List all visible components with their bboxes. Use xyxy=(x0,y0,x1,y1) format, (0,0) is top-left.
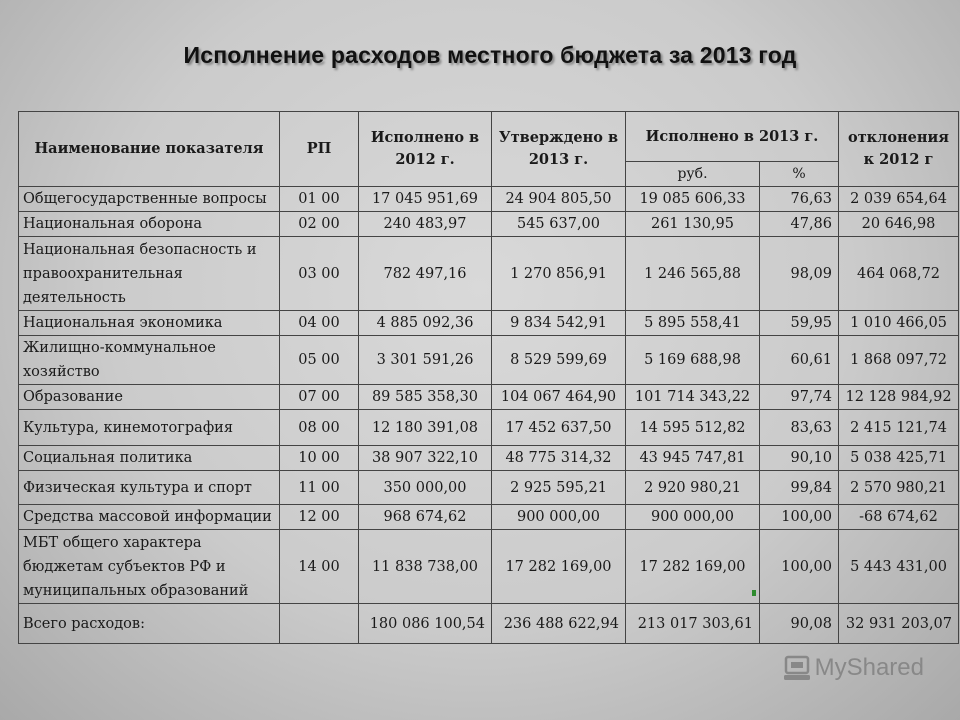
row-executed-2013-rub: 43 945 747,81 xyxy=(626,446,760,471)
row-rp: 10 00 xyxy=(280,446,359,471)
row-executed-2013-rub: 1 246 565,88 xyxy=(626,237,760,311)
table-row xyxy=(19,505,959,530)
watermark-text: MyShared xyxy=(814,654,924,681)
row-executed-2013-pct: 47,86 xyxy=(760,212,839,237)
table-header-row xyxy=(19,112,959,162)
row-executed-2012: 3 301 591,26 xyxy=(359,336,492,385)
row-executed-2013-rub: 900 000,00 xyxy=(626,505,760,530)
budget-table xyxy=(18,111,959,644)
row-executed-2013-pct: 100,00 xyxy=(760,505,839,530)
row-executed-2012: 240 483,97 xyxy=(359,212,492,237)
table-row xyxy=(19,212,959,237)
header-deviation: отклонения к 2012 г xyxy=(839,112,959,187)
header-name: Наименование показателя xyxy=(19,112,280,187)
row-name: МБТ общего характера бюджетам субъектов РФ и муниципальных образований xyxy=(19,530,280,604)
page-title xyxy=(0,42,960,69)
row-approved-2013: 545 637,00 xyxy=(492,212,626,237)
total-executed-2013-pct: 90,08 xyxy=(760,604,839,644)
table-row xyxy=(19,385,959,410)
total-name: Всего расходов: xyxy=(19,604,280,644)
row-executed-2013-pct: 100,00 xyxy=(760,530,839,604)
row-executed-2012: 12 180 391,08 xyxy=(359,410,492,446)
row-executed-2012: 38 907 322,10 xyxy=(359,446,492,471)
row-executed-2013-pct: 83,63 xyxy=(760,410,839,446)
header-executed-2013: Исполнено в 2013 г. xyxy=(626,112,839,162)
total-executed-2012: 180 086 100,54 xyxy=(359,604,492,644)
table-row xyxy=(19,471,959,505)
row-deviation: 2 570 980,21 xyxy=(839,471,959,505)
row-approved-2013: 48 775 314,32 xyxy=(492,446,626,471)
row-executed-2013-rub: 5 895 558,41 xyxy=(626,311,760,336)
row-rp: 05 00 xyxy=(280,336,359,385)
row-executed-2012: 782 497,16 xyxy=(359,237,492,311)
row-name: Социальная политика xyxy=(19,446,280,471)
row-executed-2013-pct: 76,63 xyxy=(760,187,839,212)
row-rp: 14 00 xyxy=(280,530,359,604)
header-approved-2013: Утверждено в 2013 г. xyxy=(492,112,626,187)
budget-table-container xyxy=(18,111,959,644)
row-approved-2013: 17 452 637,50 xyxy=(492,410,626,446)
row-approved-2013: 1 270 856,91 xyxy=(492,237,626,311)
total-deviation: 32 931 203,07 xyxy=(839,604,959,644)
table-row xyxy=(19,530,959,604)
row-approved-2013: 9 834 542,91 xyxy=(492,311,626,336)
table-row xyxy=(19,187,959,212)
table-row xyxy=(19,336,959,385)
total-executed-2013-rub: 213 017 303,61 xyxy=(626,604,760,644)
row-executed-2013-pct: 90,10 xyxy=(760,446,839,471)
row-deviation: 1 010 466,05 xyxy=(839,311,959,336)
row-executed-2013-rub: 14 595 512,82 xyxy=(626,410,760,446)
row-deviation: 2 415 121,74 xyxy=(839,410,959,446)
row-executed-2013-pct: 97,74 xyxy=(760,385,839,410)
row-executed-2012: 350 000,00 xyxy=(359,471,492,505)
row-executed-2013-rub: 101 714 343,22 xyxy=(626,385,760,410)
row-approved-2013: 17 282 169,00 xyxy=(492,530,626,604)
row-executed-2012: 11 838 738,00 xyxy=(359,530,492,604)
row-executed-2013-rub: 19 085 606,33 xyxy=(626,187,760,212)
row-deviation: 5 443 431,00 xyxy=(839,530,959,604)
row-rp: 07 00 xyxy=(280,385,359,410)
row-rp: 02 00 xyxy=(280,212,359,237)
cell-marker xyxy=(752,590,756,596)
row-deviation: 5 038 425,71 xyxy=(839,446,959,471)
row-executed-2013-pct: 99,84 xyxy=(760,471,839,505)
row-deviation: 1 868 097,72 xyxy=(839,336,959,385)
total-row xyxy=(19,604,959,644)
row-executed-2012: 89 585 358,30 xyxy=(359,385,492,410)
row-name: Жилищно-коммунальное хозяйство xyxy=(19,336,280,385)
row-rp: 12 00 xyxy=(280,505,359,530)
row-executed-2013-pct: 59,95 xyxy=(760,311,839,336)
row-approved-2013: 104 067 464,90 xyxy=(492,385,626,410)
row-rp: 11 00 xyxy=(280,471,359,505)
subheader-rub: руб. xyxy=(626,162,760,187)
row-executed-2013-pct: 60,61 xyxy=(760,336,839,385)
page-title-text: Исполнение расходов местного бюджета за 2013 год xyxy=(183,42,797,68)
row-name: Национальная оборона xyxy=(19,212,280,237)
row-name: Образование xyxy=(19,385,280,410)
row-executed-2012: 968 674,62 xyxy=(359,505,492,530)
table-row xyxy=(19,311,959,336)
header-rp: РП xyxy=(280,112,359,187)
row-executed-2013-rub: 5 169 688,98 xyxy=(626,336,760,385)
table-row xyxy=(19,446,959,471)
row-rp: 04 00 xyxy=(280,311,359,336)
row-deviation: 2 039 654,64 xyxy=(839,187,959,212)
row-approved-2013: 2 925 595,21 xyxy=(492,471,626,505)
row-rp: 01 00 xyxy=(280,187,359,212)
row-name: Общегосударственные вопросы xyxy=(19,187,280,212)
row-executed-2013-rub: 2 920 980,21 xyxy=(626,471,760,505)
myshared-logo-icon xyxy=(783,653,811,683)
header-executed-2012: Исполнено в 2012 г. xyxy=(359,112,492,187)
row-name: Национальная экономика xyxy=(19,311,280,336)
row-executed-2013-rub: 17 282 169,00 xyxy=(626,530,760,604)
row-name: Физическая культура и спорт xyxy=(19,471,280,505)
row-executed-2012: 17 045 951,69 xyxy=(359,187,492,212)
row-rp: 03 00 xyxy=(280,237,359,311)
row-approved-2013: 24 904 805,50 xyxy=(492,187,626,212)
total-rp xyxy=(280,604,359,644)
table-row xyxy=(19,237,959,311)
table-row xyxy=(19,410,959,446)
row-deviation: -68 674,62 xyxy=(839,505,959,530)
row-executed-2013-pct: 98,09 xyxy=(760,237,839,311)
row-deviation: 20 646,98 xyxy=(839,212,959,237)
row-deviation: 464 068,72 xyxy=(839,237,959,311)
row-rp: 08 00 xyxy=(280,410,359,446)
row-name: Средства массовой информации xyxy=(19,505,280,530)
watermark-logo xyxy=(783,653,924,683)
row-deviation: 12 128 984,92 xyxy=(839,385,959,410)
row-name: Национальная безопасность и правоохранительная деятельность xyxy=(19,237,280,311)
subheader-pct: % xyxy=(760,162,839,187)
row-name: Культура, кинемотография xyxy=(19,410,280,446)
row-executed-2012: 4 885 092,36 xyxy=(359,311,492,336)
row-approved-2013: 900 000,00 xyxy=(492,505,626,530)
total-approved-2013: 236 488 622,94 xyxy=(492,604,626,644)
row-approved-2013: 8 529 599,69 xyxy=(492,336,626,385)
row-executed-2013-rub: 261 130,95 xyxy=(626,212,760,237)
